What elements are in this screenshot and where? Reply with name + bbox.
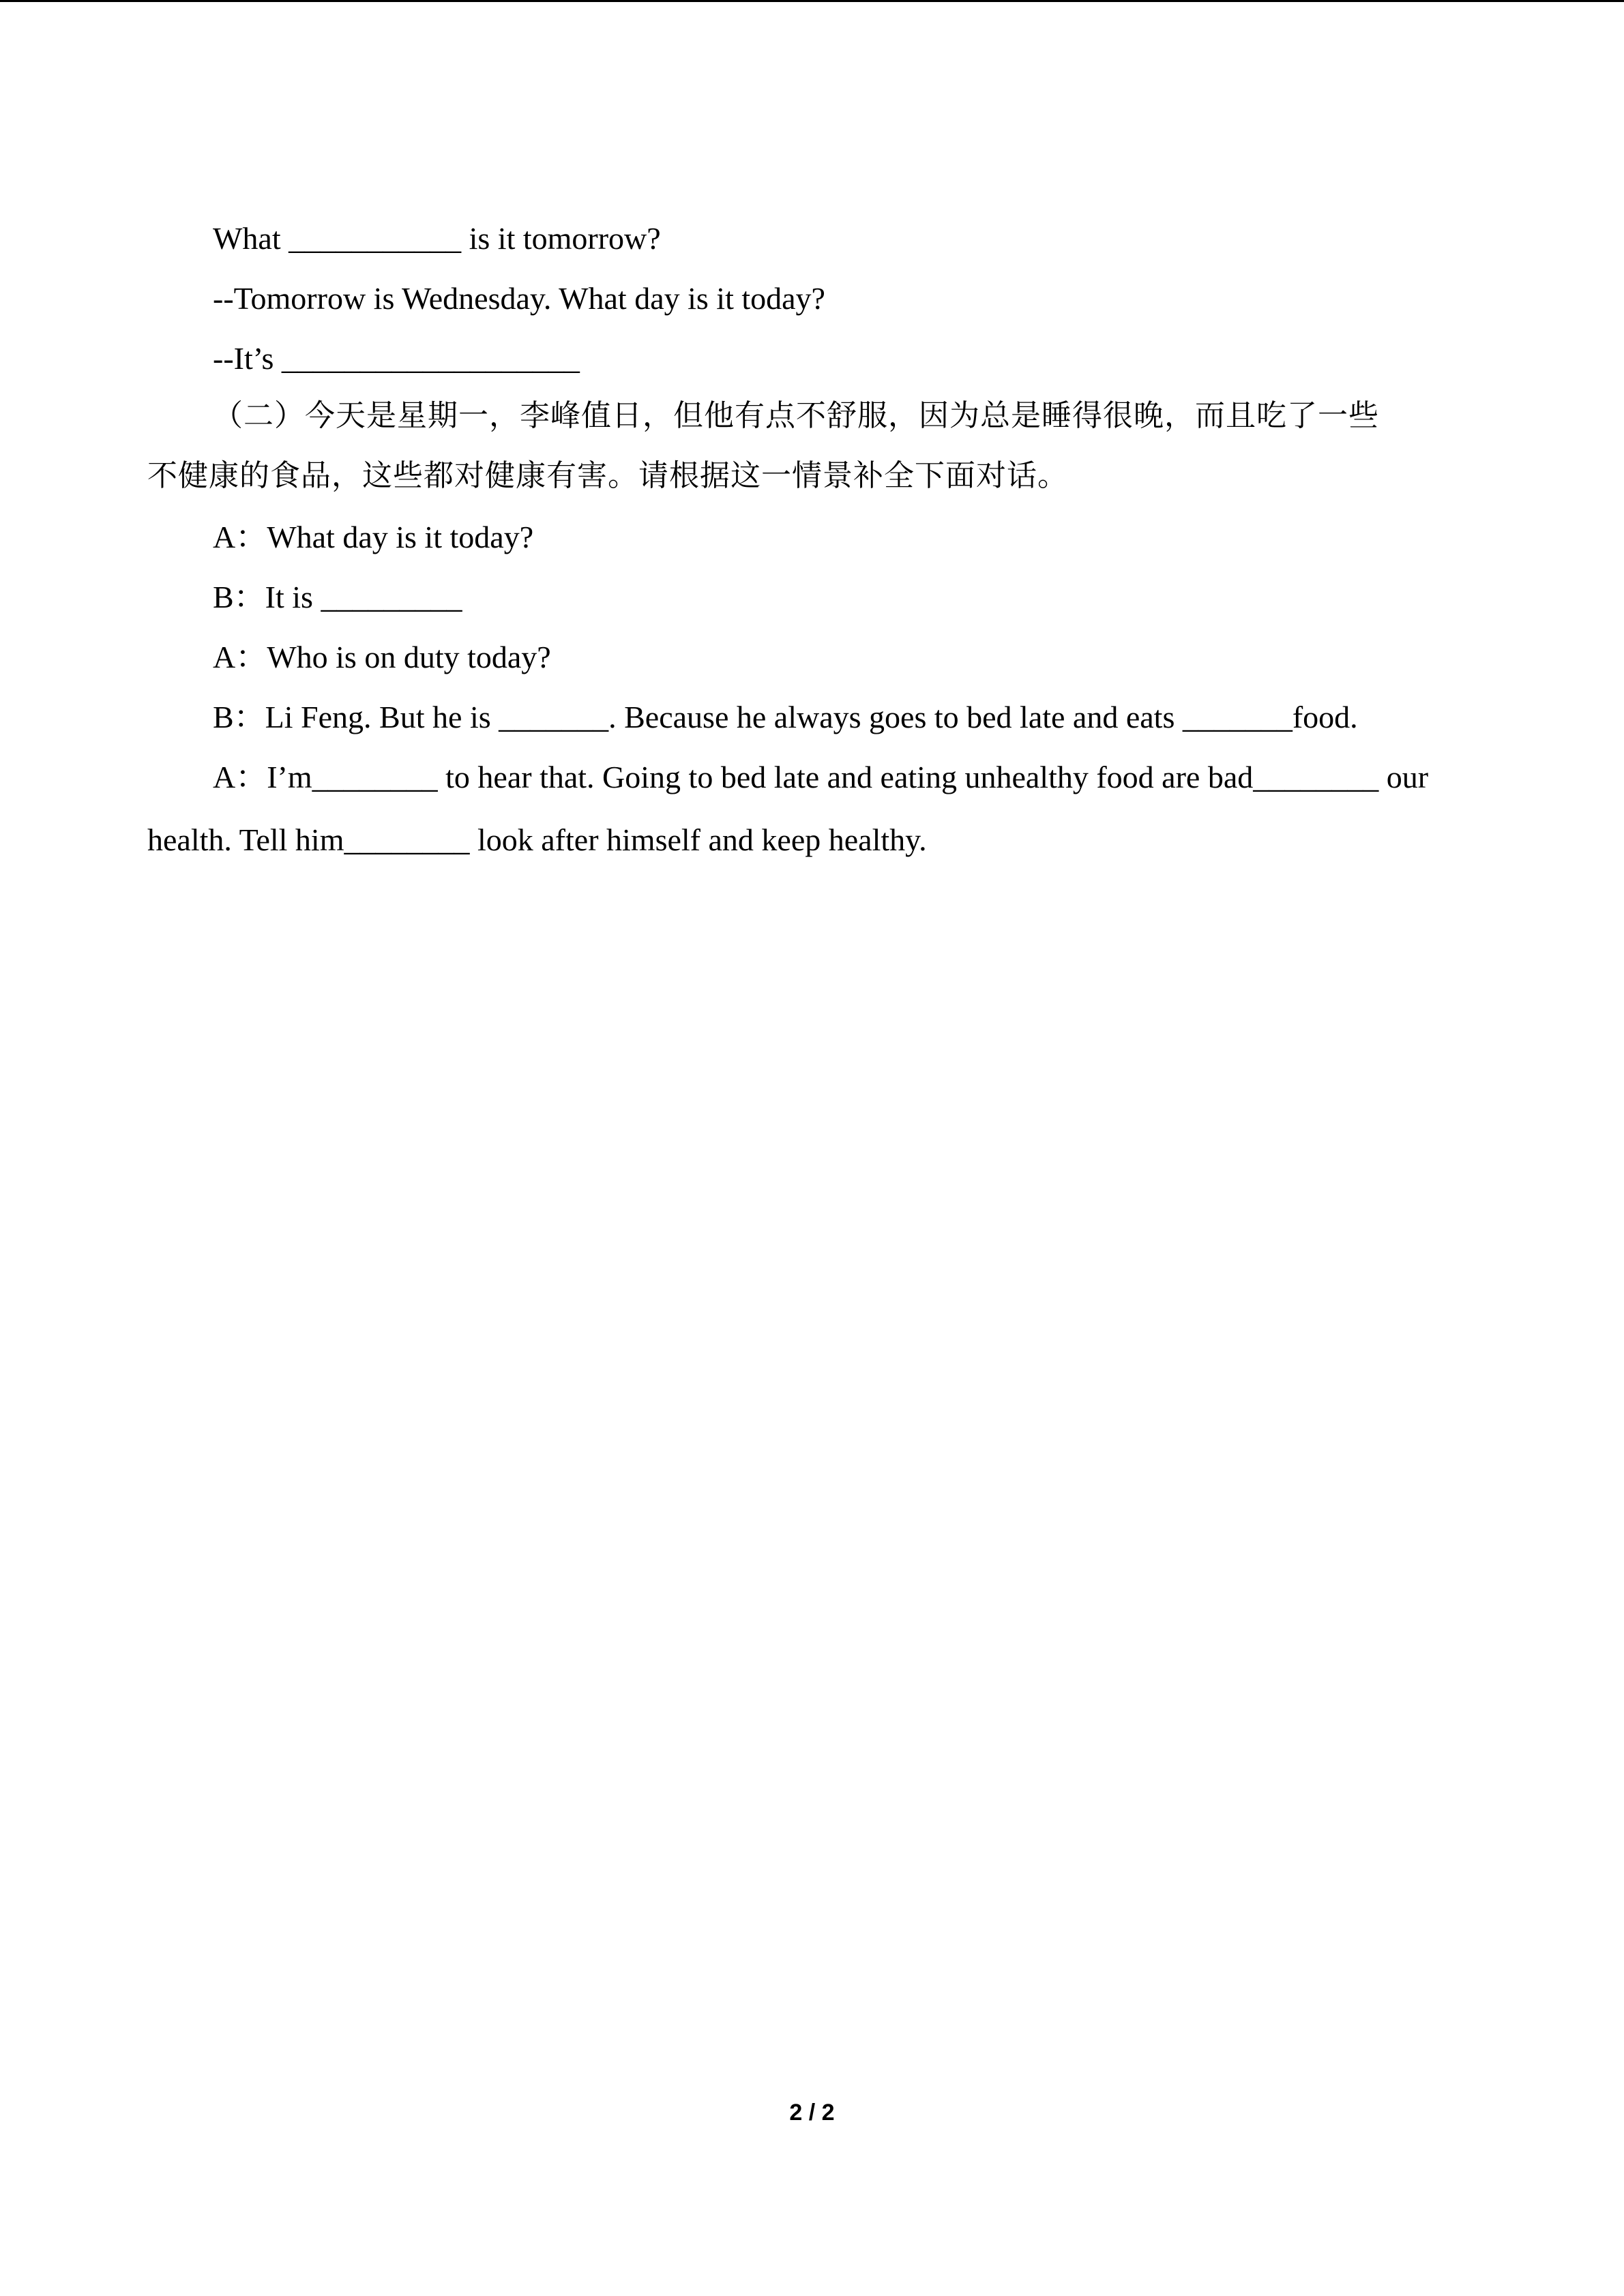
dialogue-line-1: A：What day is it today? <box>213 520 534 554</box>
question-line-2: --Tomorrow is Wednesday. What day is it today? <box>213 281 825 316</box>
page-number: 2 / 2 <box>789 2100 835 2126</box>
instruction-line-2: 不健康的食品，这些都对健康有害。请根据这一情景补全下面对话。 <box>147 458 1068 493</box>
instruction-line-1: （二）今天是星期一，李峰值日，但他有点不舒服，因为总是睡得很晚，而且吃了一些 <box>213 398 1379 433</box>
question-line-3: --It’s ___________________ <box>213 341 580 376</box>
dialogue-line-4: B：Li Feng. But he is _______. Because he always goes to bed late and eats _______food. <box>213 700 1358 734</box>
dialogue-line-5: A：I’m________ to hear that. Going to bed late and eating unhealthy food are bad________ our <box>213 760 1429 794</box>
dialogue-line-6: health. Tell him________ look after himself and keep healthy. <box>147 822 927 857</box>
dialogue-line-3: A：Who is on duty today? <box>213 640 551 674</box>
question-line-1: What ___________ is it tomorrow? <box>213 221 661 256</box>
dialogue-line-2: B：It is _________ <box>213 580 462 614</box>
